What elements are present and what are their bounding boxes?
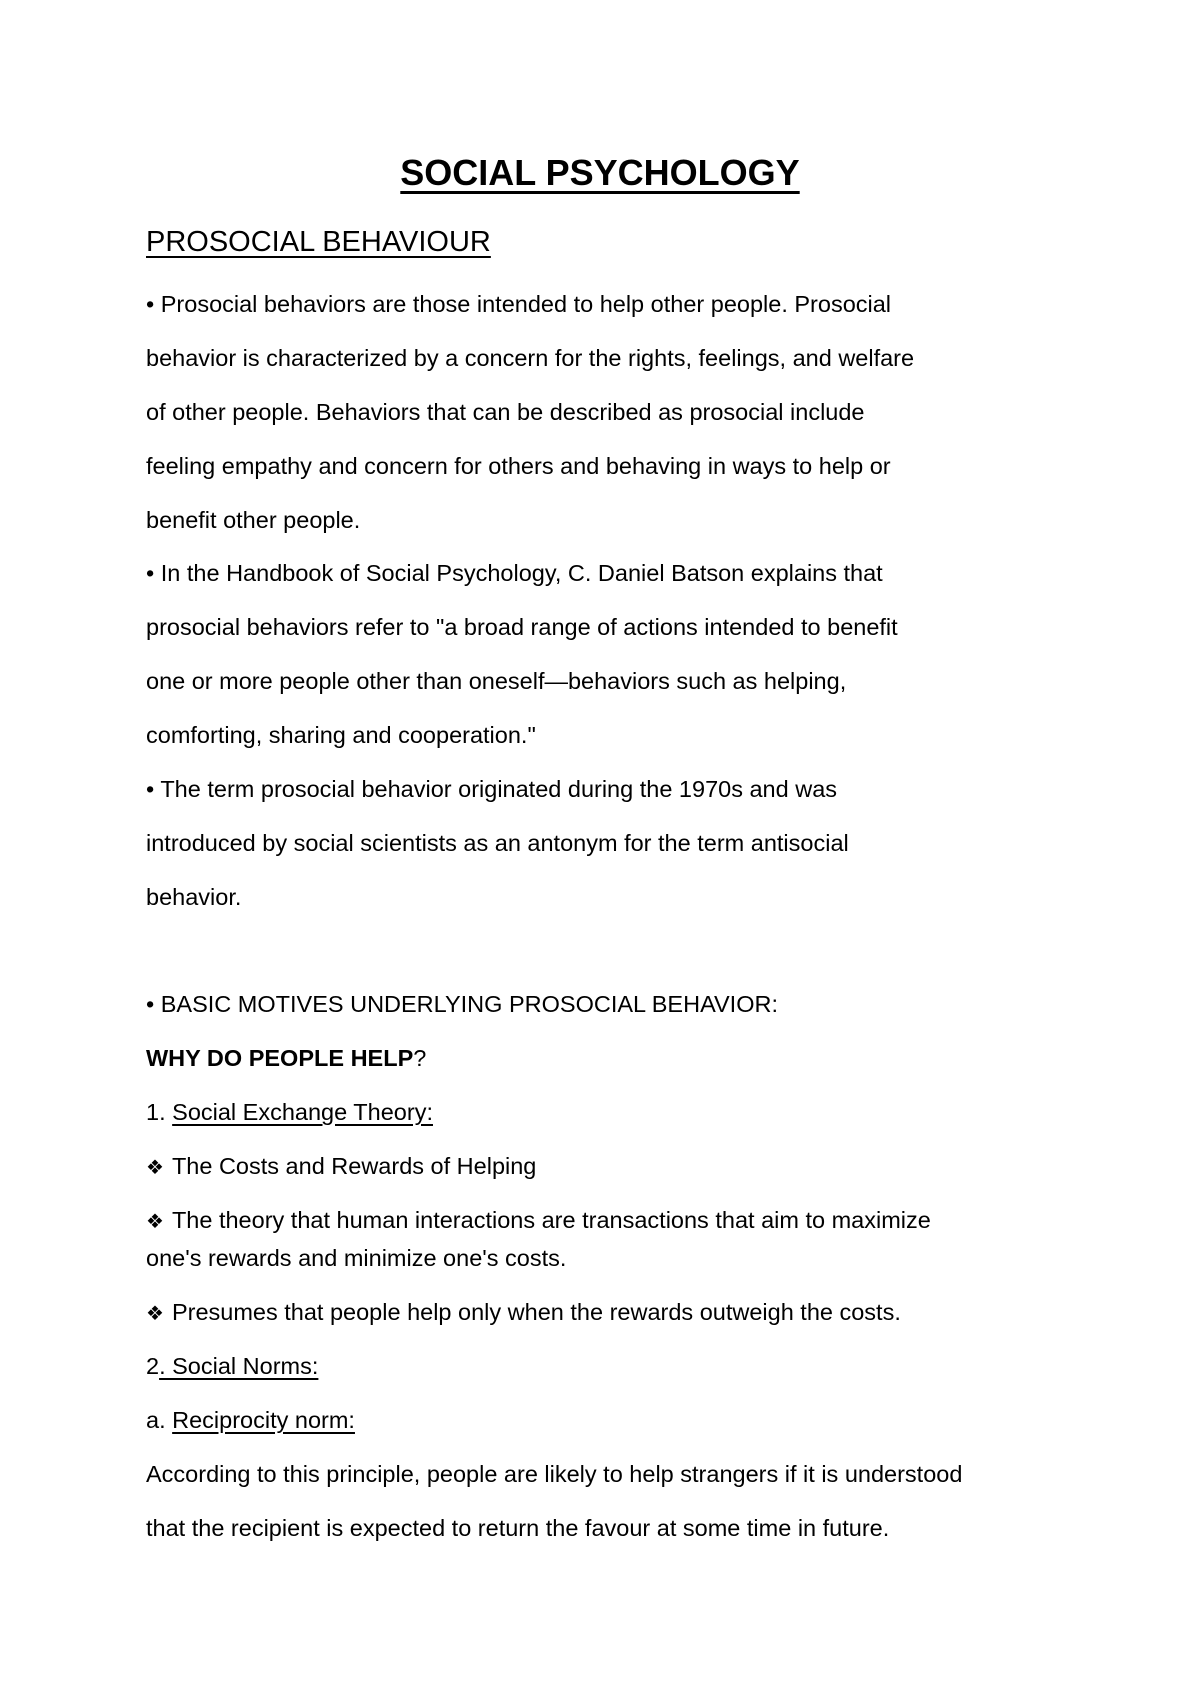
bullet-item: [146, 1301, 901, 1325]
why-heading: [146, 1047, 426, 1071]
paragraph-line: prosocial behaviors refer to "a broad range of actions intended to benefit: [146, 614, 898, 640]
motives-heading: • BASIC MOTIVES UNDERLYING PROSOCIAL BEHAVIOR:: [146, 991, 778, 1017]
paragraph-line: • Prosocial behaviors are those intended to help other people. Prosocial: [146, 291, 892, 317]
theory-2-label: . Social Norms:: [159, 1353, 319, 1379]
principle-line: According to this principle, people are likely to help strangers if it is understood: [146, 1461, 963, 1487]
paragraph-line: feeling empathy and concern for others and behaving in ways to help or: [146, 453, 891, 479]
theory-1-label: Social Exchange Theory:: [172, 1099, 433, 1125]
bullet-text: Presumes that people help only when the rewards outweigh the costs.: [171, 1299, 901, 1325]
section-heading: PROSOCIAL BEHAVIOUR: [146, 226, 491, 258]
theory-1-heading: [146, 1101, 433, 1125]
theory-2-heading: [146, 1355, 318, 1379]
why-heading-mark: ?: [413, 1045, 427, 1071]
theory-2-number: 2: [146, 1353, 160, 1379]
paragraph-line: comforting, sharing and cooperation.": [146, 722, 536, 748]
bullet-text: The Costs and Rewards of Helping: [171, 1153, 537, 1179]
paragraph-line: one or more people other than oneself—behaviors such as helping,: [146, 668, 847, 694]
paragraph-line: introduced by social scientists as an antonym for the term antisocial: [146, 830, 849, 856]
why-heading-bold: WHY DO PEOPLE HELP: [146, 1045, 414, 1071]
sub-a-heading: [146, 1409, 355, 1433]
paragraph-line: of other people. Behaviors that can be described as prosocial include: [146, 399, 865, 425]
paragraph-line: behavior is characterized by a concern for the rights, feelings, and welfare: [146, 345, 915, 371]
bullet-item: [146, 1155, 536, 1179]
paragraph-line: benefit other people.: [146, 507, 361, 533]
page-title: SOCIAL PSYCHOLOGY: [400, 152, 800, 193]
diamond-bullet-icon: ❖: [146, 1155, 164, 1179]
diamond-bullet-icon: ❖: [146, 1209, 164, 1233]
diamond-bullet-icon: ❖: [146, 1301, 164, 1325]
sub-a-prefix: a.: [146, 1407, 173, 1433]
paragraph-line: behavior.: [146, 884, 242, 910]
theory-1-number: 1.: [146, 1099, 173, 1125]
paragraph-line: • In the Handbook of Social Psychology, C. Daniel Batson explains that: [146, 560, 883, 586]
bullet-item: [146, 1209, 931, 1233]
bullet-continuation: one's rewards and minimize one's costs.: [146, 1245, 567, 1271]
principle-line: that the recipient is expected to return the favour at some time in future.: [146, 1515, 890, 1541]
bullet-text: The theory that human interactions are transactions that aim to maximize: [171, 1207, 931, 1233]
sub-a-label: Reciprocity norm:: [172, 1407, 355, 1433]
paragraph-line: • The term prosocial behavior originated during the 1970s and was: [146, 776, 838, 802]
